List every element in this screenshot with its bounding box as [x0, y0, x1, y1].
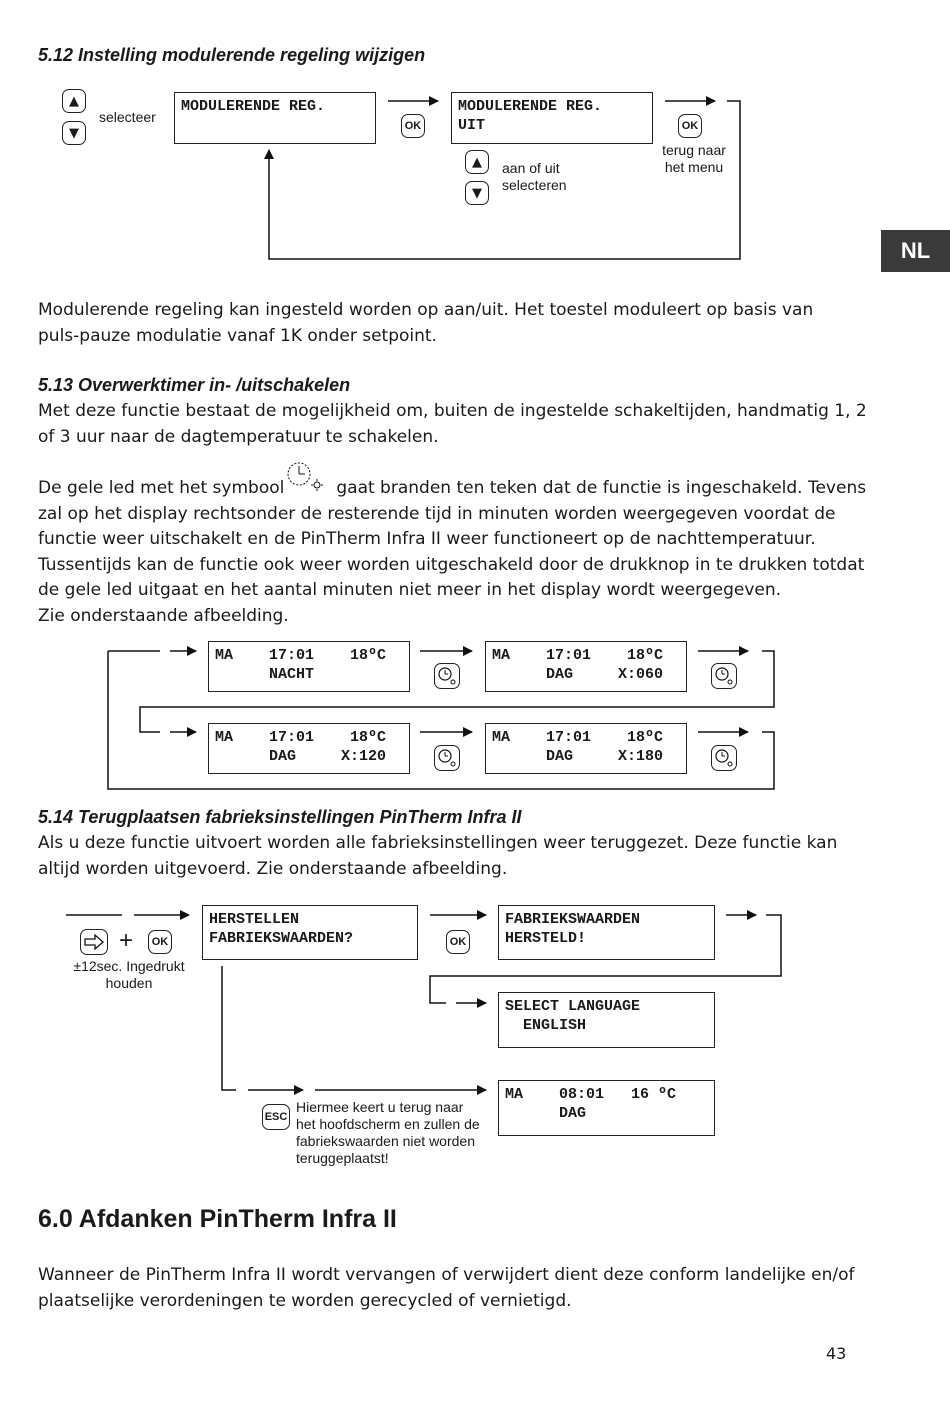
onoff-label-line2: selecteren [502, 177, 567, 193]
lcd-modulerende-reg-uit: MODULERENDE REG. UIT [451, 92, 653, 144]
ok-button-back[interactable]: OK [678, 114, 702, 138]
ok-button-restore[interactable]: OK [148, 930, 172, 954]
esc-note-line2: het hoofdscherm en zullen de [296, 1116, 480, 1132]
back-label-line2: het menu [664, 159, 724, 175]
esc-note [296, 1099, 506, 1167]
hold-label-line2: houden [105, 975, 153, 991]
hold-label-line1: ±12sec. Ingedrukt [73, 958, 185, 974]
para2-last: Zie onderstaande afbeelding. [38, 605, 289, 626]
para2-after: gaat branden ten teken dat de functie is ingeschakeld. Tevens zal op het display rechtsonder de resterende tijd in minuten worden weergegeven voordat de functie weer uitschakelt en de PinTherm Infra II weer functioneert op de nachttemperatuur. Tussentijds kan de functie ook weer worden uitgeschakeld door de drukknop in te drukken totdat de gele led uitgaat en het aantal minuten niet meer in het display wordt weergegeven. [38, 478, 867, 600]
clock-icon [712, 746, 736, 770]
onoff-label [502, 160, 567, 194]
section-5-13-heading: 5.13 Overwerktimer in- /uitschakelen [38, 375, 351, 395]
lcd-herstellen: HERSTELLEN FABRIEKSWAARDEN? [202, 905, 418, 960]
section-5-12-paragraph: Modulerende regeling kan ingesteld worden op aan/uit. Het toestel moduleert op basis van puls-pauze modulatie vanaf 1K onder setpoint. [38, 300, 814, 346]
select-label: selecteer [99, 109, 156, 125]
plus-sign: + [119, 927, 134, 954]
section-5-13-paragraph-1: Met deze functie bestaat de mogelijkheid om, buiten de ingestelde schakeltijden, handmatig 1, 2 of 3 uur naar de dagtemperatuur te schakelen. [38, 401, 867, 447]
section-6-0-paragraph: Wanneer de PinTherm Infra II wordt vervangen of verwijdert dient deze conform landelijke en/of plaatselijke verordeningen te worden gerecycled of vernietigd. [38, 1265, 855, 1311]
lcd-nacht: MA 17:01 18ºC NACHT [208, 641, 410, 692]
onoff-label-line1: aan of uit [502, 160, 560, 176]
esc-note-line3: fabriekswaarden niet worden [296, 1133, 475, 1149]
ok-button-confirm[interactable]: OK [446, 930, 470, 954]
menu-forward-button[interactable] [80, 929, 108, 955]
lcd-modulerende-reg: MODULERENDE REG. [174, 92, 376, 144]
timer-button-3[interactable] [434, 745, 460, 771]
back-label-line1: terug naar [662, 142, 726, 158]
up-arrow-button-2[interactable]: ▲ [465, 150, 489, 174]
timer-button-4[interactable] [711, 745, 737, 771]
esc-button[interactable]: ESC [262, 1104, 290, 1130]
timer-button-2[interactable] [711, 663, 737, 689]
page-number: 43 [826, 1344, 847, 1363]
hold-label [60, 958, 198, 992]
lcd-select-language: SELECT LANGUAGE ENGLISH [498, 992, 715, 1048]
back-label [655, 142, 733, 176]
ok-button[interactable]: OK [401, 114, 425, 138]
clock-icon [712, 664, 736, 688]
up-arrow-button[interactable]: ▲ [62, 89, 86, 113]
esc-note-line1: Hiermee keert u terug naar [296, 1099, 464, 1115]
para2-before: De gele led met het symbool [38, 478, 285, 498]
section-6-0-heading: 6.0 Afdanken PinTherm Infra II [38, 1205, 397, 1233]
esc-note-line4: teruggeplaatst! [296, 1150, 389, 1166]
timer-button[interactable] [434, 663, 460, 689]
clock-icon [435, 746, 459, 770]
lcd-dag-120: MA 17:01 18ºC DAG X:120 [208, 723, 410, 774]
clock-icon [435, 664, 459, 688]
section-5-13-paragraph-2 [38, 476, 868, 629]
lcd-hersteld: FABRIEKSWAARDEN HERSTELD! [498, 905, 715, 960]
down-arrow-button-2[interactable]: ▼ [465, 181, 489, 205]
lcd-main-screen: MA 08:01 16 ºC DAG [498, 1080, 715, 1136]
forward-arrow-icon [83, 934, 105, 950]
lcd-dag-060: MA 17:01 18ºC DAG X:060 [485, 641, 687, 692]
section-5-14-heading: 5.14 Terugplaatsen fabrieksinstellingen PinTherm Infra II [38, 807, 522, 827]
down-arrow-button[interactable]: ▼ [62, 121, 86, 145]
section-5-14-paragraph: Als u deze functie uitvoert worden alle fabrieksinstellingen weer teruggezet. Deze functie kan altijd worden uitgevoerd. Zie onderstaande afbeelding. [38, 833, 838, 879]
lcd-dag-180: MA 17:01 18ºC DAG X:180 [485, 723, 687, 774]
section-5-12-heading: 5.12 Instelling modulerende regeling wijzigen [38, 45, 426, 65]
language-tab-nl: NL [881, 230, 950, 272]
